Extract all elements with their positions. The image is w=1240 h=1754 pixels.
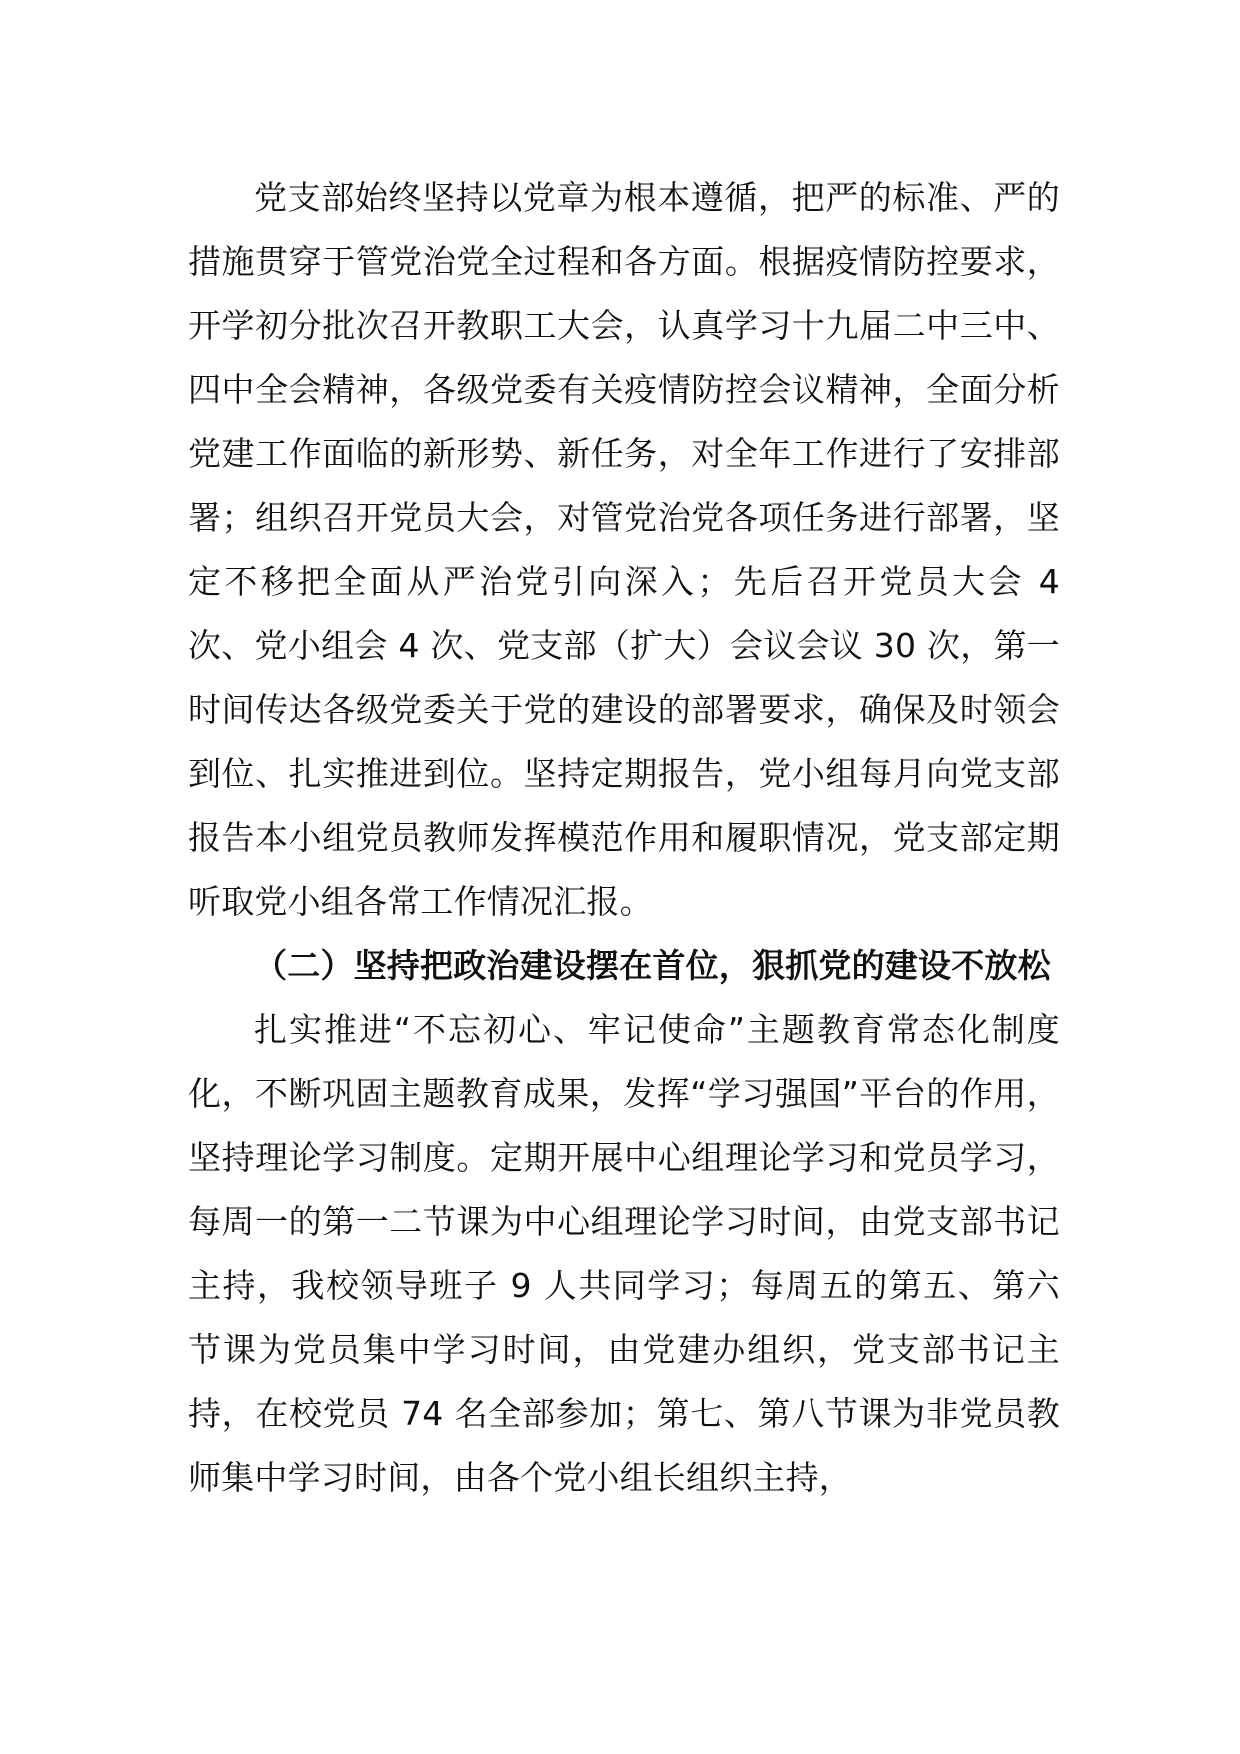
section-heading-political-construction: （二）坚持把政治建设摆在首位，狠抓党的建设不放松 [254,946,1051,985]
document-page [188,166,1060,1510]
body-paragraph-party-branch: 党支部始终坚持以党章为根本遵循，把严的标准、严的措施贯穿于管党治党全过程和各方面。根据疫情防控要求，开学初分批次召开教职工大会，认真学习十九届二中三中、四中全会精神，各级党委有关疫情防控会议精神，全面分析党建工作面临的新形势、新任务，对全年工作进行了安排部署；组织召开党员大会，对管党治党各项任务进行部署，坚定不移把全面从严治党引向深入；先后召开党员大会 4 次、党小组会 4 次、党支部（扩大）会议会议 30 次，第一时间传达各级党委关于党的建设的部署要求，确保及时领会到位、扎实推进到位。坚持定期报告，党小组每月向党支部报告本小组党员教师发挥模范作用和履职情况，党支部定期听取党小组各常工作情况汇报。 [188,178,1060,921]
body-paragraph-theme-education: 扎实推进“不忘初心、牢记使命”主题教育常态化制度化，不断巩固主题教育成果，发挥“学习强国”平台的作用，坚持理论学习制度。定期开展中心组理论学习和党员学习，每周一的第一二节课为中心组理论学习时间，由党支部书记主持，我校领导班子 9 人共同学习；每周五的第五、第六节课为党员集中学习时间，由党建办组织，党支部书记主持，在校党员 74 名全部参加；第七、第八节课为非党员教师集中学习时间，由各个党小组长组织主持， [188,1010,1060,1497]
